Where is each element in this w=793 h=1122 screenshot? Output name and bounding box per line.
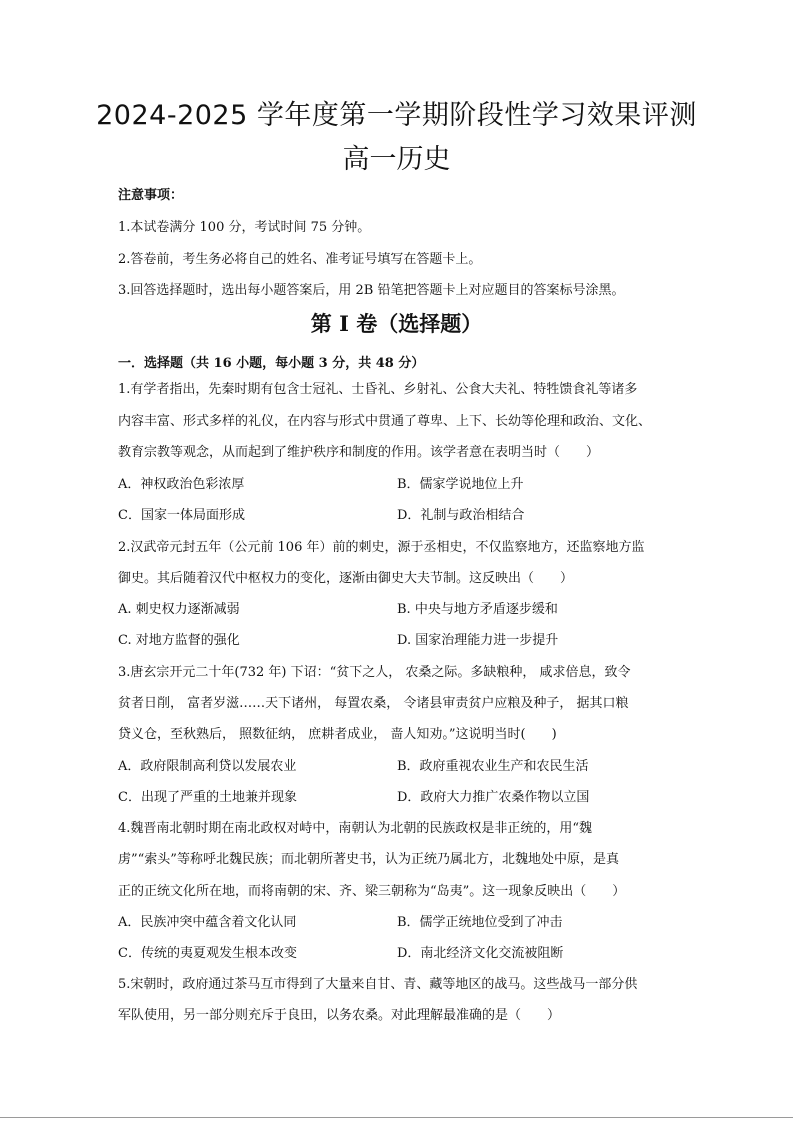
question-1-line: 1.有学者指出，先秦时期有包含士冠礼、士昏礼、乡射礼、公食大夫礼、特牲馈食礼等诸多	[118, 382, 638, 397]
section-title: 第 Ⅰ 卷（选择题）	[310, 311, 483, 336]
question-4-line: 正的正统文化所在地，而将南朝的宋、齐、梁三朝称为“岛夷”。这一现象反映出（ ）	[118, 884, 626, 899]
subject-title: 高一历史	[342, 144, 451, 175]
notice-item: 3.回答选择题时，选出每小题答案后，用 2B 铅笔把答题卡上对应题目的答案标号涂黑。	[118, 283, 625, 298]
question-3-line: 贷义仓，至秋熟后， 照数征纳， 庶耕者成业， 啬人知劝。”这说明当时( )	[118, 727, 557, 742]
question-4-option-d: D．南北经济文化交流被阻断	[397, 946, 564, 961]
question-1-line: 教育宗教等观念，从而起到了维护秩序和制度的作用。该学者意在表明当时（ ）	[118, 445, 600, 460]
question-3-option-a: A．政府限制高利贷以发展农业	[118, 759, 297, 774]
question-3-option-c: C．出现了严重的土地兼并现象	[118, 790, 297, 805]
question-2-line: 2.汉武帝元封五年（公元前 106 年）前的刺史，源于丞相史，不仅监察地方，还监察地方监	[118, 540, 645, 555]
question-2-option-c: C. 对地方监督的强化	[118, 633, 240, 648]
question-3-option-b: B．政府重视农业生产和农民生活	[397, 759, 589, 774]
part-heading: 一．选择题（共 16 小题，每小题 3 分，共 48 分）	[118, 356, 425, 371]
page-bottom-rule	[0, 1117, 793, 1118]
question-2-option-a: A. 刺史权力逐渐减弱	[118, 602, 240, 617]
question-5-line: 5.宋朝时，政府通过茶马互市得到了大量来自甘、青、藏等地区的战马。这些战马一部分供	[118, 977, 638, 992]
question-2-option-b: B. 中央与地方矛盾逐步缓和	[397, 602, 558, 617]
question-4-option-c: C．传统的夷夏观发生根本改变	[118, 946, 297, 961]
question-1-option-d: D．礼制与政治相结合	[397, 508, 525, 523]
question-2-line: 御史。其后随着汉代中枢权力的变化，逐渐由御史大夫节制。这反映出（ ）	[118, 571, 574, 586]
question-4-line: 4.魏晋南北朝时期在南北政权对峙中，南朝认为北朝的民族政权是非正统的，用“魏	[118, 821, 593, 836]
question-5-line: 军队使用，另一部分则充斥于良田，以务农桑。对此理解最准确的是（ ）	[118, 1008, 561, 1023]
question-1-option-b: B．儒家学说地位上升	[397, 477, 524, 492]
question-3-option-d: D．政府大力推广农桑作物以立国	[397, 790, 590, 805]
question-4-line: 虏”“索头”等称呼北魏民族；而北朝所著史书，认为正统乃属北方，北魏地处中原，是真	[118, 852, 619, 867]
notice-heading: 注意事项：	[118, 188, 184, 203]
question-3-line: 3.唐玄宗开元二十年(732 年) 下诏：“贫下之人， 农桑之际。多缺粮种， 咸求倍息，致令	[118, 665, 631, 680]
question-1-option-c: C．国家一体局面形成	[118, 508, 245, 523]
exam-title: 2024-2025 学年度第一学期阶段性学习效果评测	[96, 100, 697, 131]
question-2-option-d: D. 国家治理能力进一步提升	[397, 633, 559, 648]
question-1-line: 内容丰富、形式多样的礼仪，在内容与形式中贯通了尊卑、上下、长幼等伦理和政治、文化、	[118, 414, 652, 429]
question-4-option-b: B．儒学正统地位受到了冲击	[397, 915, 563, 930]
question-4-option-a: A．民族冲突中蕴含着文化认同	[118, 915, 297, 930]
notice-item: 2.答卷前，考生务必将自己的姓名、准考证号填写在答题卡上。	[118, 252, 482, 267]
question-1-option-a: A．神权政治色彩浓厚	[118, 477, 245, 492]
notice-item: 1.本试卷满分 100 分，考试时间 75 分钟。	[118, 220, 371, 235]
question-3-line: 贫者日削， 富者岁滋……天下诸州， 每置农桑， 令诸县审责贫户应粮及种子， 据其口粮	[118, 696, 629, 711]
